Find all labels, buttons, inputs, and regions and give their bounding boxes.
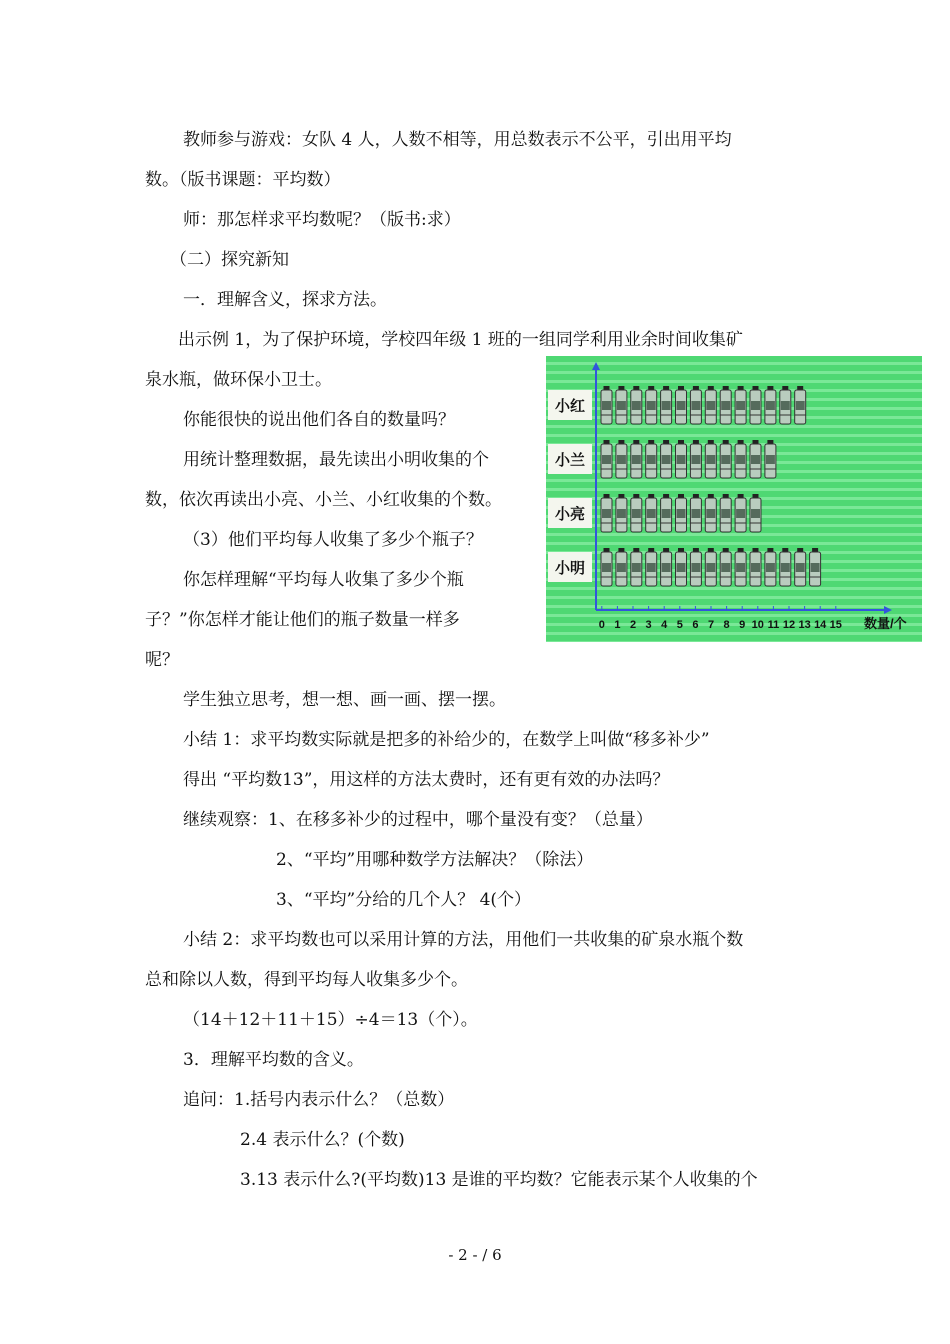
bottle-mark (646, 386, 657, 424)
bottle-mark (661, 440, 672, 478)
text-line-19: 2、“平均”用哪种数学方法解决？（除法） (276, 850, 594, 870)
text-line-7: 泉水瓶，做环保小卫士。 (145, 370, 332, 390)
bottle-mark (705, 440, 716, 478)
bottle-mark (780, 386, 791, 424)
grid-stripe (546, 425, 922, 428)
x-tick-label: 3 (645, 619, 652, 631)
bottle-mark (720, 440, 731, 478)
x-tick-label: 2 (629, 619, 637, 631)
bottle-mark (690, 386, 701, 424)
bottle-mark (616, 494, 627, 532)
bottle-mark (690, 494, 701, 532)
bottle-mark (631, 494, 642, 532)
x-tick-label: 0 (598, 619, 605, 631)
bottle-mark (795, 548, 806, 586)
grid-stripe (546, 587, 922, 590)
grid-stripe (546, 362, 922, 365)
bottle-mark (795, 386, 806, 424)
bottle-mark (720, 386, 731, 424)
grid-stripe (546, 632, 922, 635)
x-tick-label: 8 (723, 619, 730, 631)
grid-stripe (546, 641, 922, 642)
bottle-mark (735, 386, 746, 424)
text-line-8: 你能很快的说出他们各自的数量吗？ (183, 410, 455, 430)
x-tick-label: 14 (814, 619, 827, 631)
x-tick-label: 15 (829, 619, 842, 631)
bottle-mark (616, 386, 627, 424)
grid-stripe (546, 605, 922, 608)
bottle-mark (750, 386, 761, 424)
bottle-mark (616, 548, 627, 586)
text-line-13: 子？”你怎样才能让他们的瓶子数量一样多 (145, 610, 460, 630)
page-number: - 2 - / 6 (448, 1246, 502, 1264)
subsection-heading: 一．理解含义，探求方法。 (183, 290, 387, 310)
x-tick-label: 4 (661, 619, 668, 631)
bottle-mark (646, 548, 657, 586)
bottle-mark (720, 494, 731, 532)
bottle-mark (780, 548, 791, 586)
bottle-mark (676, 440, 687, 478)
bottle-mark (765, 386, 776, 424)
bottle-mark (750, 494, 761, 532)
grid-stripe (546, 533, 922, 536)
text-line-24: 3．理解平均数的含义。 (183, 1050, 364, 1070)
bottle-mark (765, 440, 776, 478)
bottle-mark (705, 386, 716, 424)
bottle-mark (750, 440, 761, 478)
x-tick-label: 10 (751, 619, 764, 631)
text-line-9: 用统计整理数据，最先读出小明收集的个 (183, 450, 489, 470)
row-category-label: 小亮 (554, 505, 586, 523)
bottle-mark (735, 548, 746, 586)
grid-stripe (546, 380, 922, 383)
x-axis-label: 数量/个 (864, 616, 907, 631)
bottle-mark (690, 548, 701, 586)
x-tick-label: 11 (767, 619, 780, 631)
bottle-mark (750, 548, 761, 586)
text-line-2: 数。（版书课题：平均数） (145, 170, 341, 190)
text-line-22: 总和除以人数，得到平均每人收集多少个。 (145, 970, 468, 990)
text-line-20: 3、“平均”分给的几个人？ 4(个） (276, 890, 532, 910)
bottle-mark (631, 440, 642, 478)
bottle-mark (601, 548, 612, 586)
text-line-11: （3）他们平均每人收集了多少个瓶子？ (183, 530, 483, 550)
text-line-21: 小结 2：求平均数也可以采用计算的方法，用他们一共收集的矿泉水瓶个数 (183, 930, 744, 950)
bottle-mark (735, 494, 746, 532)
grid-stripe (546, 596, 922, 599)
bottle-mark (616, 440, 627, 478)
bottle-mark (735, 440, 746, 478)
bottle-mark (646, 494, 657, 532)
grid-stripe (546, 542, 922, 545)
text-line-10: 数，依次再读出小亮、小兰、小红收集的个数。 (145, 490, 502, 510)
text-line-17: 得出 “平均数13”，用这样的方法太费时，还有更有效的办法吗？ (183, 770, 670, 790)
x-tick-label: 12 (782, 619, 796, 631)
bottle-mark (676, 548, 687, 586)
text-line-3: 师：那怎样求平均数呢？（版书:求） (183, 210, 461, 230)
text-line-15: 学生独立思考，想一想、画一画、摆一摆。 (183, 690, 506, 710)
bottle-mark (631, 386, 642, 424)
row-category-label: 小明 (554, 559, 586, 577)
bottle-mark (810, 548, 821, 586)
bottle-mark (705, 548, 716, 586)
formula-line: （14＋12＋11＋15）÷4＝13（个）。 (183, 1010, 478, 1030)
row-category-label: 小红 (554, 397, 586, 415)
bottle-mark (690, 440, 701, 478)
text-line-1: 教师参与游戏：女队 4 人，人数不相等，用总数表示不公平，引出用平均 (183, 130, 732, 150)
grid-stripe (546, 434, 922, 437)
bottle-mark (601, 386, 612, 424)
x-tick-label: 1 (614, 619, 621, 631)
bottle-mark (676, 494, 687, 532)
text-line-12: 你怎样理解“平均每人收集了多少个瓶 (183, 570, 464, 590)
text-line-25: 追问：1.括号内表示什么？（总数） (183, 1090, 455, 1110)
bottle-mark (601, 440, 612, 478)
x-tick-label: 9 (739, 619, 746, 631)
grid-stripe (546, 488, 922, 491)
x-tick-label: 6 (692, 619, 699, 631)
bottle-mark (631, 548, 642, 586)
text-line-18: 继续观察：1、在移多补少的过程中，哪个量没有变？（总量） (183, 810, 653, 830)
x-tick-label: 5 (676, 619, 683, 631)
text-line-16: 小结 1：求平均数实际就是把多的补给少的，在数学上叫做“移多补少” (183, 730, 710, 750)
bottle-mark (676, 386, 687, 424)
bottle-mark (601, 494, 612, 532)
text-line-14: 呢？ (145, 650, 179, 670)
row-category-label: 小兰 (554, 451, 586, 469)
grid-stripe (546, 371, 922, 374)
text-line-6: 出示例 1，为了保护环境，学校四年级 1 班的一组同学利用业余时间收集矿 (178, 330, 743, 350)
text-line-26: 2.4 表示什么？(个数) (240, 1130, 405, 1150)
x-tick-label: 7 (707, 619, 715, 631)
bottle-mark (661, 386, 672, 424)
bottle-pictograph-chart (546, 356, 922, 642)
bottle-mark (661, 494, 672, 532)
text-line-27: 3.13 表示什么?(平均数)13 是谁的平均数？它能表示某个人收集的个 (240, 1170, 758, 1190)
bottle-mark (646, 440, 657, 478)
grid-stripe (546, 479, 922, 482)
x-tick-label: 13 (798, 619, 811, 631)
bottle-mark (661, 548, 672, 586)
bottle-mark (765, 548, 776, 586)
bottle-mark (720, 548, 731, 586)
bottle-mark (705, 494, 716, 532)
section-heading: （二）探究新知 (170, 250, 289, 270)
